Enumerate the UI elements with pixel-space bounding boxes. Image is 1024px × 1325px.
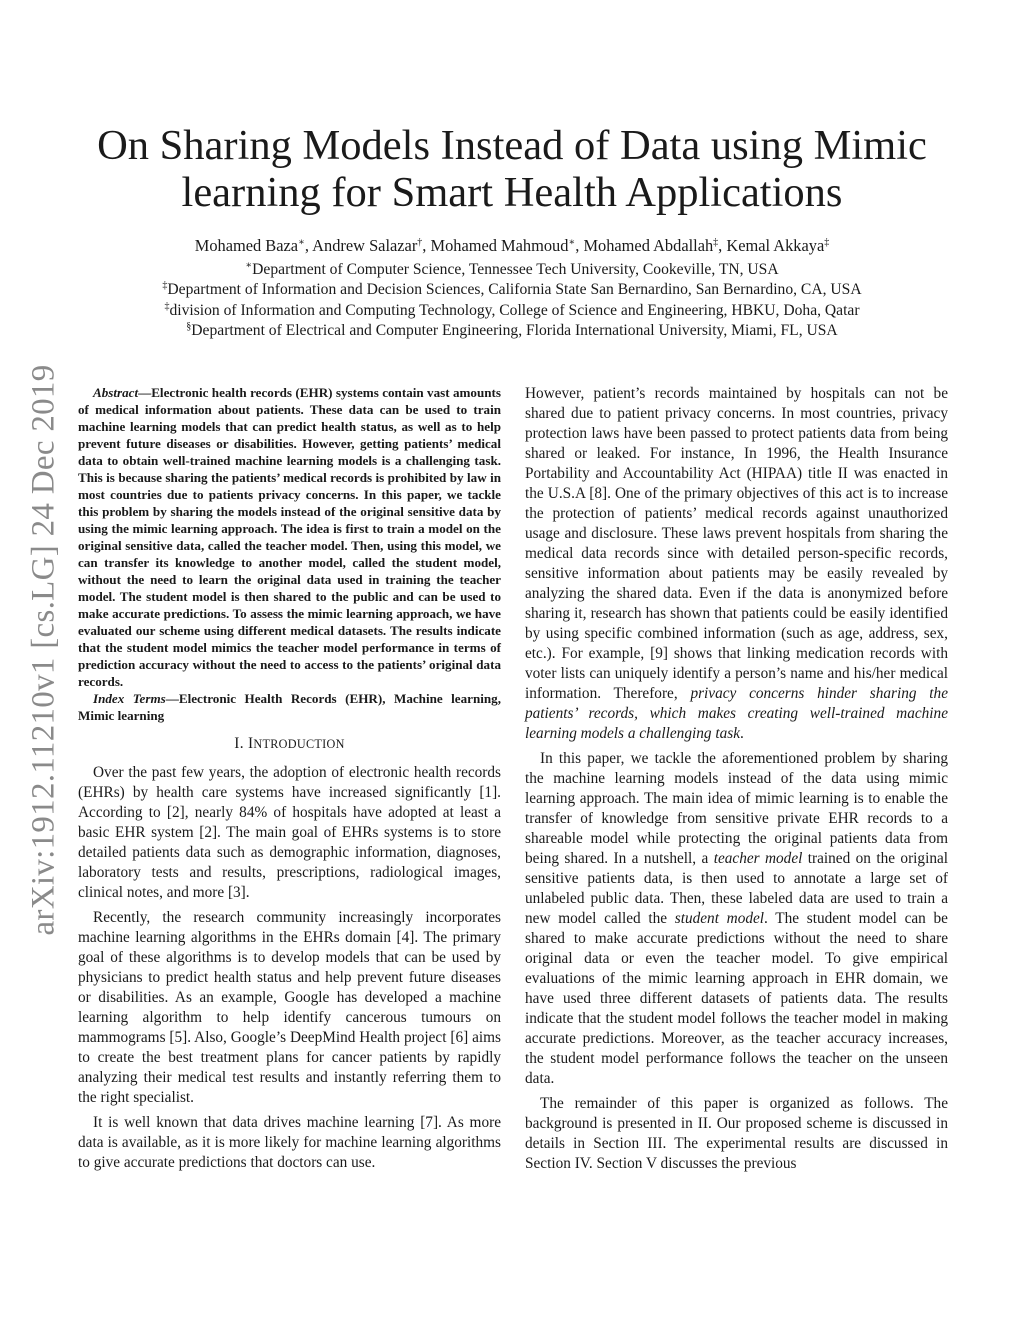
left-column	[78, 384, 501, 1173]
affiliation	[60, 260, 964, 281]
abstract-paragraph	[78, 384, 501, 690]
body-paragraph	[525, 384, 948, 744]
section-initial: I	[247, 735, 254, 752]
body-paragraph: Over the past few years, the adoption of electronic health records (EHRs) by health care systems have increased significantly [1]. According to [2], nearly 84% of hospitals have adopted at least a basic EHR system [2]. The main goal of EHRs systems is to store detailed patients data such as demographic information, diagnoses, laboratory tests and results, prescriptions, radiological images, clinical notes, and more [3].	[78, 764, 501, 901]
title-line-2: learning for Smart Health Applications	[181, 169, 843, 216]
right-column	[525, 384, 948, 1174]
emphasized-text: student model	[674, 910, 765, 927]
paragraph-text: In this paper, we tackle the aforementioned problem by sharing the machine learning models instead of the data using mimic learning approach. The main idea of mimic learning is to enable the transfer of knowledge from sensitive private EHR records to a shareable model while protecting the original patients data from being shared. In a nutshell, a	[525, 750, 948, 867]
arxiv-identifier-stamp	[26, 355, 62, 945]
author-separator: ,	[575, 236, 584, 255]
author-separator: ,	[718, 236, 727, 255]
author-mark: ‡	[713, 237, 719, 248]
author-name: Mohamed Abdallah	[583, 236, 714, 255]
author-mark: ‡	[824, 237, 830, 248]
paragraph-text: However, patient’s records maintained by hospitals can not be shared due to patient privacy concerns. In most countries, privacy protection laws have been passed to protect patients data from being shared or leaked. For instance, In 1996, the Health Insurance Portability and Accountability Act (HIPAA) title II was enacted in the U.S.A [8]. One of the primary objectives of this act is to increase the protection of patients’ medical records against unauthorized usage and disclosure. These laws prevent hospitals from sharing the medical data records since with detailed person-specific records, sensitive information about patients may be easily revealed by analyzing the shared data. Even if the data is anonymized before sharing it, research has shown that patients could be easily identified by using specific combined information (such as age, address, sex, etc.). For example, [9] shows that linking medication records with voter lists can uniquely identify a person’s name and his/her medical information. Therefore,	[525, 385, 948, 702]
affiliation-mark: §	[186, 321, 192, 332]
affiliation	[60, 321, 964, 342]
body-paragraph: The remainder of this paper is organized as follows. The background is presented in II. Our proposed scheme is discussed in details in Section III. The experimental results are discussed in Section IV. Section V discusses the previous	[525, 1095, 948, 1172]
paper-title	[60, 122, 964, 216]
abstract-text: —Electronic health records (EHR) systems contain vast amounts of medical information about patients. These data can be used to train machine learning models that can predict health status, as well as to help prevent future diseases or disabilities. However, getting patients’ medical data to obtain well-trained machine learning models is a challenging task. This is because sharing the patients’ medical records is prohibited by law in most countries due to patients privacy concerns. In this paper, we tackle this problem by sharing the models instead of the original sensitive data by using the mimic learning approach. The idea is first to train a model on the original sensitive data, called the teacher model. Then, using this model, we can transfer its knowledge to another model, called the student model, without the need to learn the original data used in training the teacher model. The student model is then shared to the public and can be used to make accurate predictions. To assess the mimic learning approach, we have evaluated our scheme using different medical datasets. The results indicate that the student model mimics the teacher model performance in terms of prediction accuracy without the need to access to the patients’ original data records.	[78, 385, 501, 689]
body-paragraph: It is well known that data drives machine learning [7]. As more data is available, as it is more likely for machine learning algorithms to give accurate predictions that doctors can use.	[78, 1114, 501, 1171]
section-numeral: I.	[234, 735, 248, 752]
emphasized-text: teacher model	[713, 850, 803, 867]
author-name: Mohamed Baza	[194, 236, 299, 255]
arxiv-stamp-text: arXiv:1912.11210v1 [cs.LG] 24 Dec 2019	[25, 364, 62, 936]
author-names	[60, 236, 964, 257]
affiliation-text: Department of Computer Science, Tennessee Tech University, Cookeville, TN, USA	[252, 260, 779, 278]
author-mark: ∗	[568, 237, 576, 248]
section-title-rest: NTRODUCTION	[253, 737, 345, 751]
affiliation-mark: ‡	[162, 280, 168, 291]
affiliation-mark: ∗	[245, 259, 253, 271]
affiliation-text: division of Information and Computing Technology, College of Science and Engineering, HBKU, Doha, Qatar	[169, 301, 860, 319]
affiliation-mark: ‡	[164, 300, 170, 312]
title-line-1: On Sharing Models Instead of Data using Mimic	[97, 122, 927, 169]
body-paragraph: Recently, the research community increasingly incorporates machine learning algorithms in the EHRs domain [4]. The primary goal of these algorithms is to develop models that can be used by physicians to predict health status and help prevent future diseases or disabilities. As an example, Google has developed a machine learning algorithm to help identify cancerous tumours on mammograms [5]. Also, Google’s DeepMind Health project [6] aims to create the best treatment plans for cancer patients by rapidly analyzing their medical test results and instantly referring them to the right specialist.	[78, 909, 501, 1106]
affiliation-text: Department of Electrical and Computer Engineering, Florida International University, Miami, FL, USA	[191, 322, 838, 339]
paragraph-text: .	[739, 725, 744, 742]
body-paragraph	[525, 749, 948, 1089]
author-name: Andrew Salazar	[312, 236, 418, 255]
index-terms-text: —Electronic Health Records (EHR), Machine learning, Mimic learning	[78, 691, 501, 723]
affiliation	[60, 301, 964, 322]
affiliation-text: Department of Information and Decision Sciences, California State San Bernardino, San Bernardino, CA, USA	[167, 281, 862, 298]
author-separator: ,	[304, 236, 313, 255]
paragraph-text: . The student model can be shared to make accurate predictions without the need to share original data or even the teacher model. To give empirical evaluations of the mimic learning approach in EHR domain, we have used three different datasets of patients data. The results indicate that the student model follows the teacher model in making accurate predictions. Moreover, as the teacher accuracy increases, the student model performance follows the teacher on the unseen data.	[525, 910, 948, 1087]
abstract-label: Abstract	[93, 385, 139, 400]
author-name: Kemal Akkaya	[726, 236, 825, 255]
section-heading-introduction	[78, 734, 501, 754]
author-separator: ,	[422, 236, 431, 255]
emphasized-text: privacy concerns hinder sharing the patients’ records, which makes creating well-trained machine learning models a challenging task	[525, 685, 948, 742]
index-terms-label: Index Terms	[93, 691, 166, 706]
abstract	[78, 384, 501, 724]
index-terms	[78, 690, 501, 724]
author-block	[60, 236, 964, 342]
author-name: Mohamed Mahmoud	[430, 236, 569, 255]
author-mark: †	[417, 237, 423, 248]
author-mark: ∗	[298, 237, 305, 248]
paragraph-text: trained on the original sensitive patients data, is then used to annotate a large set of unlabeled public data. Then, these labeled data are used to train a new model called the	[525, 850, 949, 927]
affiliation	[60, 280, 964, 301]
